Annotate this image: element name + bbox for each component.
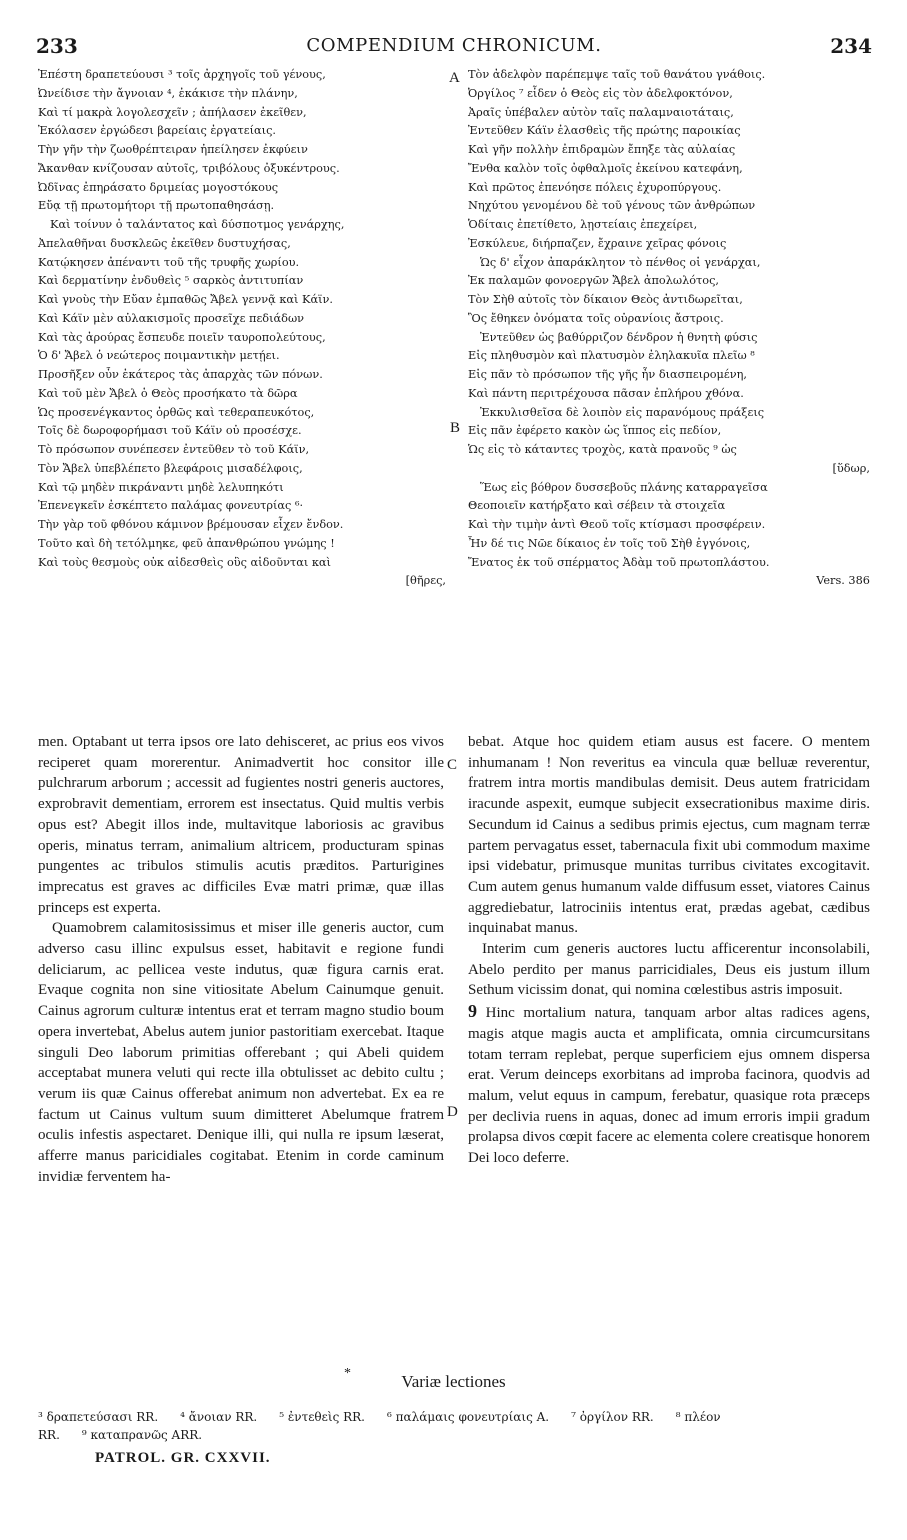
verse-line: Καὶ γῆν πολλὴν ἐπιδραμὼν ἔπηξε τὰς αὐλαίας: [468, 143, 736, 156]
verse-line: Καὶ τοὺς θεσμοὺς οὐκ αἰδεσθεὶς οὓς αἰδοῦνται καὶ: [38, 555, 331, 569]
page-number-right: 234: [830, 34, 872, 58]
verse-line: Εἰς πᾶν ἐφέρετο κακὸν ὡς ἵππος εἰς πεδίον,: [468, 424, 722, 438]
running-title: COMPENDIUM CHRONICUM.: [306, 35, 602, 56]
section-marker-c: C: [447, 757, 458, 773]
verse-line: Καὶ τὰς ἀρούρας ἔσπευδε ποιεῖν ταυροπολεύτους,: [38, 330, 326, 344]
verse-line: Ὀργίλος ⁷ εἶδεν ὁ Θεὸς εἰς τὸν ἀδελφοκτόνον,: [468, 86, 733, 100]
footnote-entry: ⁶ παλάμαις φονευτρίαις A.: [387, 1410, 550, 1424]
verse-line: Ἀραῖς ὑπέβαλεν αὐτὸν ταῖς παλαμναιοτάταις,: [468, 105, 734, 119]
latin-paragraph: men. Optabant ut terra ipsos ore lato dehisceret, ac prius eos vivos reciperet quam morerentur. Animadvertit hoc consitor ille pulchrarum arborum ; accessit ad fugientes nostri generis auctores, exprobravit dementiam, errorem est insectatus. Quid multis verbis opus est? Abegit illos inde, multavitque laboriosis ac gravibus operis, minatus terram, animalium altricem, producturam spinas pungentes ac tribulos stimulis acutis præditos. Parturigines imprecatus est graves ac difficiles Evæ matri primæ, quæ illas princeps est experta.: [38, 734, 444, 916]
footnote-entry: RR.: [38, 1428, 60, 1442]
verse-line: Ὃς ἔθηκεν ὀνόματα τοῖς οὐρανίοις ἄστροις.: [468, 311, 724, 325]
section-marker-a: A: [449, 70, 460, 86]
verse-line: Καὶ πάντη περιτρέχουσα πᾶσαν ἐπλήρου χθόνα.: [468, 386, 744, 400]
footnote-entry: ⁸ πλέον: [675, 1410, 721, 1424]
verse-line: Ἐσκύλευε, διήρπαζεν, ἔχραινε χεῖρας φόνοις: [468, 236, 727, 250]
verse-line: Ἐπενεγκεῖν ἐσκέπτετο παλάμας φονευτρίας ⁶·: [38, 499, 304, 513]
verse-line: Καὶ τῷ μηδὲν πικράναντι μηδὲ λελυπηκότι: [38, 480, 284, 494]
latin-paragraph-text: Hinc mortalium natura, tanquam arbor altas radices agens, magis atque magis aucta et amplificata, omnia circumcursitans totam terram replebat, perque superficiem ejus omnem dispersa erat. Verum deinceps exorbitans ad improba facinora, quodvis ad malum, velut equus in campum, ferebatur, quasique rota præceps per declivia ruens in aquas, donec ad imum erroris impii gradum prolapsa divos cœpit facere ac elementa colere creatisque honorem Dei loco deferre.: [468, 1005, 870, 1167]
variae-lectiones-heading: [0, 1366, 907, 1392]
verse-line: Καὶ τί μακρὰ λογολεσχεῖν ; ἀπήλασεν ἐκεῖθεν,: [38, 105, 307, 119]
latin-paragraph: Quamobrem calamitosissimus et miser ille generis auctor, cum adverso casu illinc expulsus esset, habitavit e regione fundi deliciarum, ac pellicea veste indutus, quæ figura carnis erat. Evaque cognita non sine vitiositate Abelum Cainumque genuit. Cainus agrorum culturæ intentus erat et terram magno studio boum opera invertebat, Abelus autem junior pastoritiam exercebat. Itaque singuli Deo laborum primitias offerebant ; qui Abeli quidem acceptabat munera veluti qui recte illa obtulisset ac debito cultu ; verum iis quæ Cainus offerebat animum non advertebat. Ex ea re factum ut Cainus vultum suum dimitteret Abelumque fratrem oculis infestis aspectaret. Denique illi, qui nulla re ipsum læserat, afferre manus paricidiales cogitabat. Etenim in corde caminum invidiæ ferventem ha-: [38, 920, 444, 1185]
verse-line: Τὸν Ἄβελ ὑπεβλέπετο βλεφάροις μισαδέλφοις,: [38, 461, 303, 475]
verse-line: [ὕδωρ,: [832, 461, 870, 475]
latin-translation-right-column: [468, 732, 870, 1169]
verse-line: Νηχύτου γενομένου δὲ τοῦ γένους τῶν ἀνθρώπων: [468, 199, 756, 213]
verse-line: Ἕως εἰς βόθρον δυσσεβοῦς πλάνης καταρραγεῖσα: [480, 480, 768, 494]
verse-line: Τοῦτο καὶ δὴ τετόλμηκε, φεῦ ἀπανθρώπου γνώμης !: [38, 536, 335, 550]
verse-line: Εὔᾳ τῇ πρωτομήτορι τῇ πρωτοπαθησάσῃ.: [38, 199, 275, 213]
verse-line: Ἄκανθαν κνίζουσαν αὐτοῖς, τριβόλους ὀξυκέντρους.: [38, 161, 340, 175]
variae-lectiones-label: Variæ lectiones: [401, 1372, 506, 1391]
verse-line: Προσῆξεν οὖν ἑκάτερος τὰς ἀπαρχὰς τῶν πόνων.: [38, 368, 323, 381]
verse-line: Καὶ τοίνυν ὁ ταλάντατος καὶ δύσποτμος γενάρχης,: [50, 218, 345, 231]
verse-line: Τὴν γῆν τὴν ζωοθρέπτειραν ἠπείλησεν ἐκφύειν: [38, 143, 308, 156]
verse-line: Εἰς πᾶν τὸ πρόσωπον τῆς γῆς ἦν διασπειρομένη,: [468, 368, 747, 381]
section-marker-b: B: [450, 420, 461, 436]
verse-line: Ὡς εἰς τὸ κάταντες τροχὸς, κατὰ πρανοῦς ⁹ ὡς: [468, 443, 737, 456]
latin-paragraph: bebat. Atque hoc quidem etiam ausus est facere. O mentem inhumanam ! Non reveritus ea vincula quæ belluæ reverentur, fratrem intra mortis mandibulas demisit. Deus autem fratricidam iracunde aspexit, eumque subjecit exsecrationibus maxime diris. Secundum id Cainus a sedibus primis ejectus, cum magnam terræ partem pervagatus esset, tabernacula fixit ubi commodum maxime ipsi videbatur, primusque munitas turribus civitates excogitavit. Cum autem genus humanum valde diffusum esset, viatores Cainus aggrediebatur, latrociniis intentus erat, prædas agebat, cædibus inquinabat manus.: [468, 734, 870, 937]
latin-translation-left-column: [38, 732, 444, 1187]
verse-line: Ὠδῖνας ἐπηράσατο δριμείας μογοστόκους: [38, 180, 279, 194]
verse-line: Τὸν Σὴθ αὐτοῖς τὸν δίκαιον Θεὸς ἀντιδωρεῖται,: [468, 293, 743, 306]
verse-line: Ἔνατος ἐκ τοῦ σπέρματος Ἀδὰμ τοῦ πρωτοπλάστου.: [468, 555, 770, 569]
verse-line: Κατῴκησεν ἀπέναντι τοῦ τῆς τρυφῆς χωρίου.: [38, 255, 300, 269]
verse-line: Ὁ δ' Ἄβελ ὁ νεώτερος ποιμαντικὴν μετῄει.: [38, 349, 280, 363]
footnotes-line-2: [38, 1426, 878, 1444]
verse-line: Καὶ πρῶτος ἐπενόησε πόλεις ἐχυροπύργους.: [468, 180, 722, 194]
footnote-entry: ⁷ ὀργίλον RR.: [571, 1410, 654, 1424]
verse-line: Ἔνθα καλὸν τοῖς ὀφθαλμοῖς ἐκείνου κατεφάνη,: [468, 161, 743, 175]
verse-line: Καὶ τοῦ μὲν Ἄβελ ὁ Θεὸς προσήκατο τὰ δῶρα: [38, 386, 298, 400]
footnotes: [38, 1408, 878, 1444]
verse-line: Εἰς πληθυσμὸν καὶ πλατυσμὸν ἐληλακυῖα πλεῖω ⁸: [468, 349, 755, 363]
verse-line: Ὁδίταις ἐπετίθετο, λῃστείαις ἐπεχείρει,: [468, 218, 698, 231]
verse-line: Τὸν ἀδελφὸν παρέπεμψε ταῖς τοῦ θανάτου γνάθοις.: [468, 68, 766, 81]
verse-line: Ὡς δ' εἶχον ἀπαράκλητον τὸ πένθος οἱ γενάρχαι,: [480, 255, 761, 269]
verse-line: Ὠνείδισε τὴν ἄγνοιαν ⁴, ἐκάκισε τὴν πλάνην,: [38, 86, 298, 100]
verse-line: Ἐντεῦθεν ὡς βαθύρριζον δένδρον ἡ θνητὴ φύσις: [480, 330, 758, 344]
verse-line: Τοῖς δὲ δωροφορήμασι τοῦ Κάϊν οὐ προσέσχε.: [38, 424, 302, 438]
verse-line: Τὸ πρόσωπον συνέπεσεν ἐντεῦθεν τὸ τοῦ Κάϊν,: [38, 443, 310, 456]
verse-line: Καὶ γνοὺς τὴν Εὔαν ἐμπαθῶς Ἄβελ γεννᾷ καὶ Κάϊν.: [38, 293, 334, 306]
greek-verse-left-column: [38, 66, 446, 591]
latin-paragraph: Interim cum generis auctores luctu afficerentur inconsolabili, Abelo perdito per manus parricidiales, Deus eis justum illum Sethum vicissim donat, qui nomina cœlestibus astris imposuit.: [468, 941, 870, 999]
verse-line: Ἐντεῦθεν Κάϊν ἐλασθεὶς τῆς πρώτης παροικίας: [468, 124, 741, 138]
verse-line: Ἦν δέ τις Νῶε δίκαιος ἐν τοῖς τοῦ Σὴθ ἐγγόνοις,: [468, 536, 751, 550]
footnotes-line-1: [38, 1408, 878, 1426]
verse-line: Ὡς προσενέγκαντος ὀρθῶς καὶ τεθεραπευκότος,: [38, 405, 315, 419]
verse-line: Vers. 386: [816, 574, 870, 588]
page-header: [36, 34, 872, 60]
patrologia-footer: PATROL. GR. CXXVII.: [95, 1450, 271, 1466]
section-marker-d: D: [447, 1104, 458, 1120]
verse-line: Θεοποιεῖν κατήρξατο καὶ σέβειν τὰ στοιχεῖα: [468, 499, 726, 513]
footnote-entry: ³ δραπετεύσασι RR.: [38, 1410, 159, 1424]
greek-verse-right-column: [468, 66, 870, 591]
footnote-entry: ⁹ καταπρανῶς ARR.: [81, 1428, 203, 1442]
footnote-entry: ⁵ ἐντεθεὶς RR.: [279, 1410, 365, 1424]
verse-line: Ἀπελαθῆναι δυσκλεῶς ἐκεῖθεν δυστυχήσας,: [38, 236, 291, 250]
verse-line: Ἐκκυλισθεῖσα δὲ λοιπὸν εἰς παρανόμους πράξεις: [480, 405, 765, 419]
latin-paragraph-numbered: [468, 1001, 870, 1169]
paragraph-number: 9: [468, 1001, 477, 1022]
verse-line: Ἐπέστη δραπετεύουσι ³ τοῖς ἀρχηγοῖς τοῦ γένους,: [38, 68, 326, 81]
footnote-entry: ⁴ ἄνοιαν RR.: [180, 1410, 258, 1424]
verse-line: Ἐκόλασεν ἐργώδεσι βαρείαις ἐργατείαις.: [38, 124, 277, 138]
footnote-asterisk: *: [344, 1366, 351, 1381]
verse-line: [θῆρες,: [405, 574, 446, 588]
verse-line: Καὶ Κάϊν μὲν αὐλακισμοῖς προσεῖχε πεδιάδων: [38, 311, 305, 325]
page-number-left: 233: [36, 34, 78, 58]
verse-line: Ἐκ παλαμῶν φονοεργῶν Ἄβελ ἀπολωλότος,: [468, 274, 720, 288]
verse-line: Καὶ δερματίνην ἐνδυθεὶς ⁵ σαρκὸς ἀντιτυπίαν: [38, 274, 304, 288]
verse-line: Καὶ τὴν τιμὴν ἀντὶ Θεοῦ τοῖς κτίσμασι προσφέρειν.: [468, 518, 766, 531]
verse-line: Τὴν γὰρ τοῦ φθόνου κάμινον βρέμουσαν εἶχεν ἔνδον.: [38, 518, 344, 531]
